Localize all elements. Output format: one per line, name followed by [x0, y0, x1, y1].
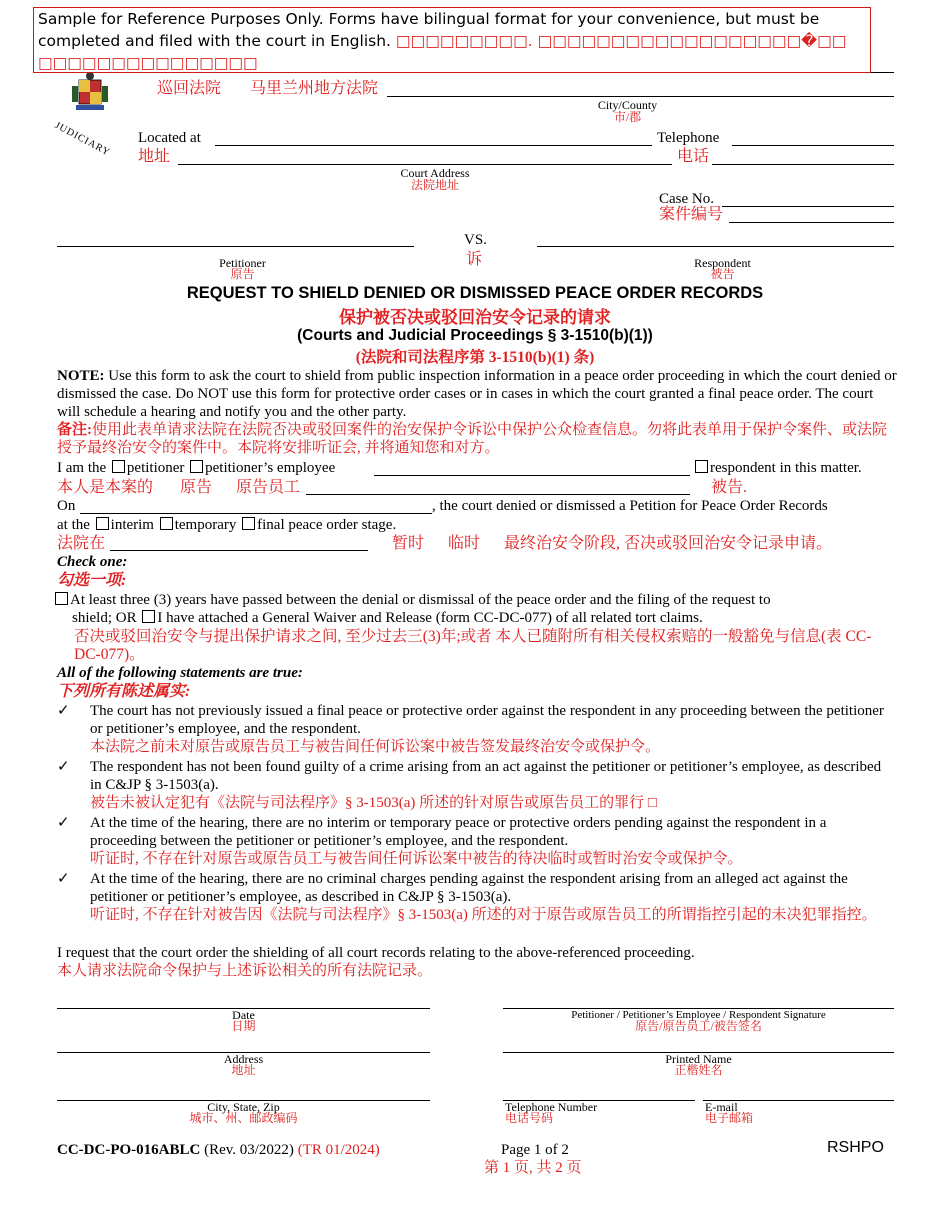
waiver-text: I have attached a General Waiver and Release (form CC-DC-077) of all related tort claims. — [157, 610, 703, 626]
form-number-line — [57, 1142, 380, 1159]
form-number: CC-DC-PO-016ABLC — [57, 1142, 201, 1158]
stage-line — [57, 517, 396, 534]
respondent-label: Respondent — [694, 256, 751, 270]
stage-interim-cn: 暂时 — [392, 535, 425, 552]
stage-temporary: temporary — [174, 517, 237, 533]
vs-label: VS. — [464, 232, 487, 248]
statement-1-en: The court has not previously issued a final peace or protective order against the respondent in any proceeding between the petitioner or petitioner’s employee, and the respondent. — [90, 703, 884, 737]
banner-line-2: completed and filed with the court in English. — [38, 32, 391, 50]
stage-final-cn: 最终治安令阶段, 否决或驳回治安令记录申请。 — [504, 535, 833, 552]
denial-date-field-cn[interactable] — [110, 550, 368, 551]
three-years-text: At least three (3) years have passed between the denial or dismissal of the peace order and the filing of the request to — [70, 592, 771, 608]
stage-final: final peace order stage. — [257, 517, 397, 533]
form-revision: (Rev. 03/2022) — [204, 1142, 294, 1158]
note-label-cn: 备注: — [57, 422, 92, 438]
statements-label-cn: 下列所有陈述属实: — [57, 683, 191, 700]
petitioner-field[interactable] — [57, 246, 414, 247]
court-address-field[interactable] — [215, 145, 652, 146]
employee-name-field[interactable] — [374, 475, 690, 476]
statement-2-cn: 被告未被认定犯有《法院与司法程序》§ 3-1503(a) 所述的针对原告或原告员工的罪行 □ — [90, 795, 657, 811]
three-years-checkbox[interactable] — [55, 592, 68, 605]
iam-petitioner-cn: 原告 — [180, 479, 213, 496]
employee-checkbox[interactable] — [190, 460, 203, 473]
waiver-checkbox[interactable] — [142, 610, 155, 623]
note-cn — [57, 421, 897, 457]
statement-4-check: ✓ — [57, 871, 70, 887]
petitioner-checkbox[interactable] — [112, 460, 125, 473]
check-one-label-cn: 勾选一项: — [57, 572, 127, 589]
email-label: E-mail — [705, 1100, 738, 1114]
statement-3-en: At the time of the hearing, there are no interim or temporary peace or protective orders pending against the respondent in a proceeding between the petitioner or petitioner’s employee, and the respondent. — [90, 815, 827, 849]
note-label: NOTE: — [57, 368, 105, 384]
statement-4 — [90, 870, 890, 924]
printed-name-label-cn: 正楷姓名 — [674, 1063, 723, 1077]
telephone-label-cn: 电话 — [677, 148, 710, 165]
statement-4-en: At the time of the hearing, there are no criminal charges pending against the respondent arising from an alleged act against the petitioner or petitioner’s employee, as described in C&JP § 3-1503(a). — [90, 871, 848, 905]
city-county-field[interactable] — [387, 96, 894, 97]
case-no-field-2[interactable] — [729, 222, 894, 223]
check-one-line-1 — [55, 592, 771, 609]
court-address-label: Court Address — [400, 166, 470, 180]
iam-respondent: respondent in this matter. — [710, 460, 862, 476]
iam-employee-cn: 原告员工 — [236, 479, 301, 496]
check-one-cn: 否决或驳回治安令与提出保护请求之间, 至少过去三(3)年;或者 本人已随附所有相关侵权索赔的一般豁免与信息(表 CC-DC-077)。 — [74, 628, 872, 663]
signature-label: Petitioner / Petitioner’s Employee / Respondent Signature — [571, 1009, 826, 1021]
court-address-label-cn: 法院地址 — [410, 178, 459, 192]
respondent-field[interactable] — [537, 246, 894, 247]
district-court-cn: 马里兰州地方法院 — [250, 80, 379, 97]
case-no-field[interactable] — [722, 206, 894, 207]
on-prefix: On — [57, 498, 76, 514]
statement-2 — [90, 758, 890, 812]
employee-name-field-cn[interactable] — [306, 494, 690, 495]
signature-label-cn: 原告/原告员工/被告签名 — [635, 1019, 762, 1033]
denial-date-field[interactable] — [80, 513, 432, 514]
form-code: RSHPO — [827, 1139, 884, 1156]
request-cn: 本人请求法院命令保护与上述诉讼相关的所有法院记录。 — [57, 963, 433, 979]
petitioner-label: Petitioner — [219, 256, 266, 270]
page-number: Page 1 of 2 — [501, 1142, 569, 1158]
statement-1 — [90, 702, 890, 756]
statement-2-check: ✓ — [57, 759, 70, 775]
email-label-cn: 电子邮箱 — [705, 1111, 754, 1125]
telephone-label: Telephone — [657, 130, 720, 146]
form-translation: (TR 01/2024) — [297, 1142, 380, 1158]
statute-cn: (法院和司法程序第 3-1510(b)(1) 条) — [355, 349, 595, 366]
city-state-zip-label: City, State, Zip — [207, 1100, 280, 1114]
phone-number-label: Telephone Number — [505, 1100, 598, 1114]
check-one-label: Check one: — [57, 554, 128, 570]
phone-number-label-cn: 电话号码 — [505, 1111, 554, 1125]
case-no-label: Case No. — [659, 191, 714, 207]
stage-interim: interim — [110, 517, 154, 533]
city-county-label-cn: 市/郡 — [613, 110, 642, 124]
request-en: I request that the court order the shielding of all court records relating to the above-referenced proceeding. — [57, 945, 695, 961]
page-number-cn: 第 1 页, 共 2 页 — [484, 1160, 582, 1176]
iam-respondent-cn: 被告. — [711, 479, 748, 496]
circuit-court-cn: 巡回法院 — [157, 80, 222, 97]
iam-petitioner: petitioner — [126, 460, 185, 476]
vs-label-cn: 诉 — [466, 251, 483, 268]
date-label: Date — [232, 1008, 255, 1022]
on-text: , the court denied or dismissed a Petition for Peace Order Records — [432, 498, 828, 514]
stage-temporary-cn: 临时 — [448, 535, 481, 552]
on-prefix-cn: 法院在 — [57, 535, 106, 552]
printed-name-label: Printed Name — [665, 1052, 732, 1066]
telephone-field-2[interactable] — [712, 164, 894, 165]
iam-line — [57, 460, 335, 477]
check-one-line-2 — [72, 610, 703, 627]
statement-4-cn: 听证时, 不存在针对被告因《法院与司法程序》§ 3-1503(a) 所述的对于原告或原告员工的所谓指控引起的未决犯罪指控。 — [90, 907, 877, 923]
iam-employee: petitioner’s employee — [205, 460, 336, 476]
seal-text: JUDICIARY — [52, 120, 113, 159]
statement-3-check: ✓ — [57, 815, 70, 831]
shield-or-text: shield; OR — [72, 610, 137, 626]
located-at-label-cn: 地址 — [138, 148, 171, 165]
court-address-field-2[interactable] — [178, 164, 672, 165]
petitioner-label-cn: 原告 — [230, 267, 255, 281]
note-text-cn: 使用此表单请求法院在法院否决或驳回案件的治安保护令诉讼中保护公众检查信息。勿将此表单用于保护令案件、或法院授予最终治安令的案件中。本院将安排听证会, 并将通知您和对方。 — [57, 422, 888, 456]
banner-line-1: Sample for Reference Purposes Only. Forms have bilingual format for your convenience, but must be — [38, 10, 820, 28]
note-en — [57, 367, 897, 421]
statement-3-cn: 听证时, 不存在针对原告或原告员工与被告间任何诉讼案中被告的待决临时或暂时治安令或保护令。 — [90, 851, 743, 867]
respondent-checkbox[interactable] — [695, 460, 708, 473]
form-title-cn: 保护被否决或驳回治安令记录的请求 — [339, 308, 611, 327]
case-no-label-cn: 案件编号 — [659, 206, 724, 223]
located-at-label: Located at — [138, 130, 201, 146]
final-checkbox[interactable] — [242, 517, 255, 530]
address-label-cn: 地址 — [231, 1063, 256, 1077]
date-label-cn: 日期 — [231, 1019, 256, 1033]
address-label: Address — [223, 1052, 264, 1066]
iam-prefix: I am the — [57, 460, 107, 476]
statute: (Courts and Judicial Proceedings § 3-1510(b)(1)) — [297, 327, 653, 344]
banner-line-2-cn: □□□□□□□□□. □□□□□□□□□□□□□□□□□□�□□ — [395, 32, 847, 50]
interim-checkbox[interactable] — [96, 517, 109, 530]
statement-3 — [90, 814, 890, 868]
statements-label: All of the following statements are true: — [57, 665, 303, 681]
note-text: Use this form to ask the court to shield from public inspection information in a peace order proceeding in which the court denied or dismissed the case. Do NOT use this form for protective order cases or in cases in which the court granted a final peace order. The court will schedule a hearing and notify you and the other party. — [57, 368, 897, 420]
temporary-checkbox[interactable] — [160, 517, 173, 530]
statement-1-check: ✓ — [57, 703, 70, 719]
city-county-label: City/County — [597, 98, 658, 112]
sample-banner — [33, 7, 871, 73]
banner-line-3-cn: □□□□□□□□□□□□□□□ — [38, 54, 258, 72]
statement-1-cn: 本法院之前未对原告或原告员工与被告间任何诉讼案中被告签发最终治安令或保护令。 — [90, 739, 661, 755]
city-state-zip-label-cn: 城市、州、邮政编码 — [189, 1111, 298, 1125]
telephone-field[interactable] — [732, 145, 894, 146]
iam-respondent-wrap — [693, 460, 862, 477]
stage-prefix: at the — [57, 517, 90, 533]
respondent-label-cn: 被告 — [710, 267, 735, 281]
form-title: REQUEST TO SHIELD DENIED OR DISMISSED PEACE ORDER RECORDS — [186, 284, 764, 302]
statement-2-en: The respondent has not been found guilty of a crime arising from an act against the petitioner or petitioner’s employee, as described in C&JP § 3-1503(a). — [90, 759, 882, 793]
iam-prefix-cn: 本人是本案的 — [57, 479, 154, 496]
